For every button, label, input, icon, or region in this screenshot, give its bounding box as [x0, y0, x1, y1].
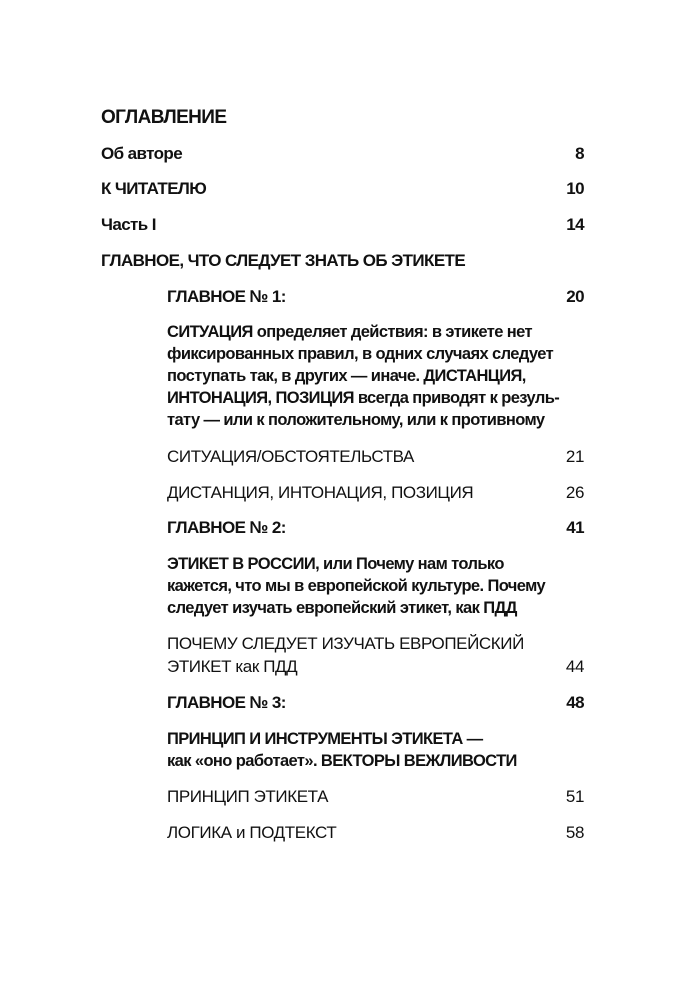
toc-entry-main3: ГЛАВНОЕ № 3:	[167, 693, 286, 712]
toc-section-distance: ДИСТАНЦИЯ, ИНТОНАЦИЯ, ПОЗИЦИЯ	[167, 483, 474, 502]
toc-main1-desc-line: ИНТОНАЦИЯ, ПОЗИЦИЯ всегда приводят к резуль-	[167, 389, 560, 407]
toc-page-situation: 21	[565, 447, 584, 466]
toc-main1-desc-line: поступать так, в других — иначе. ДИСТАНЦИЯ,	[167, 367, 526, 385]
toc-section-logic: ЛОГИКА и ПОДТЕКСТ	[167, 823, 337, 842]
toc-page-why-study: 44	[565, 657, 584, 676]
toc-page-main1: 20	[566, 287, 584, 306]
toc-section-principle: ПРИНЦИП ЭТИКЕТА	[167, 787, 329, 806]
toc-page-distance: 26	[565, 483, 584, 502]
toc-entry-about-author: Об авторе	[101, 144, 183, 163]
toc-entry-main2: ГЛАВНОЕ № 2:	[167, 518, 286, 537]
toc-part-heading: ГЛАВНОЕ, ЧТО СЛЕДУЕТ ЗНАТЬ ОБ ЭТИКЕТЕ	[101, 251, 466, 270]
toc-section-situation: СИТУАЦИЯ/ОБСТОЯТЕЛЬСТВА	[167, 447, 414, 466]
toc-main1-desc-line: фиксированных правил, в одних случаях следует	[167, 345, 554, 363]
toc-main2-desc-line: ЭТИКЕТ В РОССИИ, или Почему нам только	[167, 555, 504, 573]
toc-page-main2: 41	[566, 518, 584, 537]
toc-title: ОГЛАВЛЕНИЕ	[101, 107, 227, 128]
toc-page-to-reader: 10	[566, 179, 584, 198]
toc-main2-desc-line: следует изучать европейский этикет, как ПДД	[167, 599, 517, 617]
toc-main1-desc-line: тату — или к положительному, или к противному	[167, 411, 545, 429]
toc-page-principle: 51	[565, 787, 584, 806]
toc-entry-to-reader: К ЧИТАТЕЛЮ	[101, 179, 207, 198]
toc-main3-desc-line: ПРИНЦИП И ИНСТРУМЕНТЫ ЭТИКЕТА —	[167, 730, 483, 748]
toc-entry-part: Часть I	[101, 215, 156, 234]
toc-page-about-author: 8	[575, 144, 584, 163]
toc-page-main3: 48	[566, 693, 584, 712]
toc-page-part: 14	[566, 215, 584, 234]
toc-page-logic: 58	[565, 823, 584, 842]
toc-main2-desc-line: кажется, что мы в европейской культуре. Почему	[167, 577, 546, 595]
toc-section-why-study: ПОЧЕМУ СЛЕДУЕТ ИЗУЧАТЬ ЕВРОПЕЙСКИЙ	[167, 634, 524, 653]
toc-entry-main1: ГЛАВНОЕ № 1:	[167, 287, 286, 306]
toc-main1-desc-line: СИТУАЦИЯ определяет действия: в этикете нет	[167, 323, 532, 341]
toc-main3-desc-line: как «оно работает». ВЕКТОРЫ ВЕЖЛИВОСТИ	[167, 752, 517, 770]
toc-section-why-study: ЭТИКЕТ как ПДД	[167, 657, 298, 676]
